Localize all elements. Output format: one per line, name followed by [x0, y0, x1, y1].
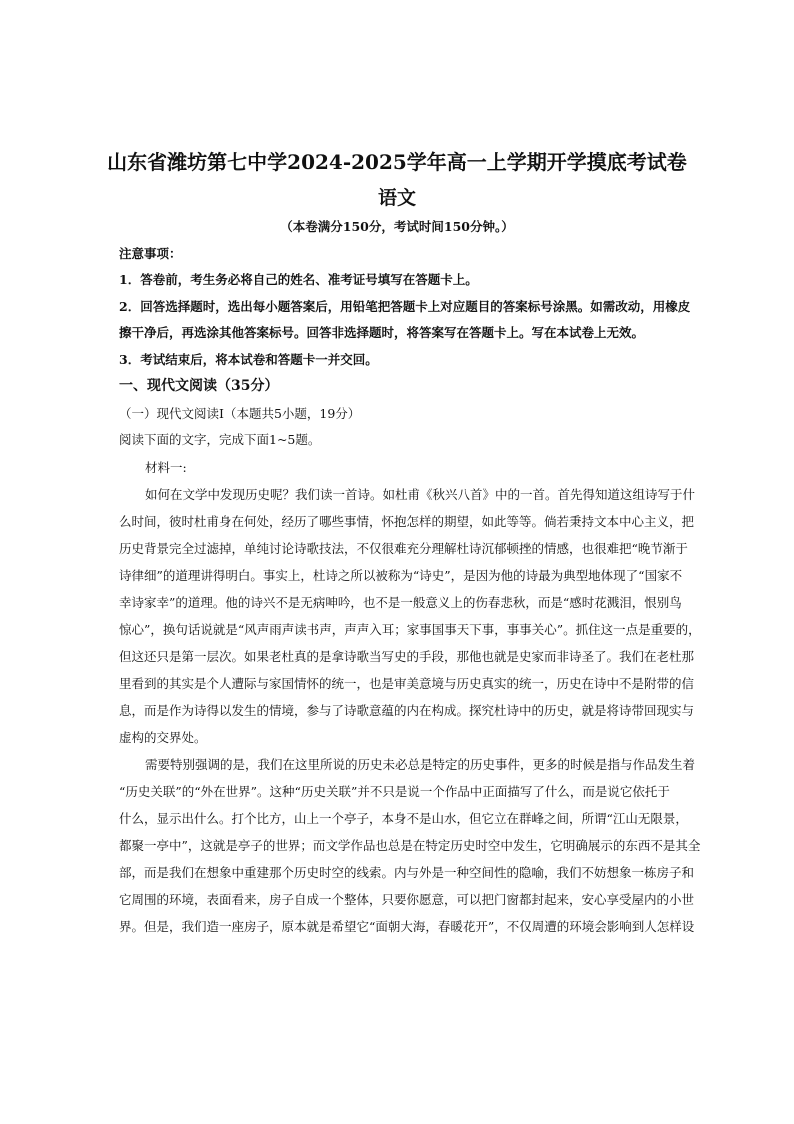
instructions-heading: 注意事项：: [119, 246, 182, 261]
passage-line: “历史关联”的“外在世界”。这种“历史关联”并不只是说一个作品中正面描写了什么，而是说它依托于: [119, 784, 670, 799]
instruction-line: 2．回答选择题时，选出每小题答案后，用铅笔把答题卡上对应题目的答案标号涂黑。如需改动，用橡皮: [119, 299, 691, 314]
reading-direction: 阅读下面的文字，完成下面1~5题。: [119, 432, 321, 447]
instruction-line: 3．考试结束后，将本试卷和答题卡一并交回。: [119, 352, 378, 367]
passage-line: 里看到的其实是个人遭际与家国情怀的统一，也是审美意境与历史真实的统一，历史在诗中不是附带的信: [119, 676, 695, 691]
instruction-line: 擦干净后，再选涂其他答案标号。回答非选择题时，将答案写在答题卡上。写在本试卷上无效。: [119, 325, 645, 340]
instruction-line: 1．答卷前，考生务必将自己的姓名、准考证号填写在答题卡上。: [119, 272, 478, 287]
passage-line: 它周围的环境，表面看来，房子自成一个整体，只要你愿意，可以把门窗都封起来，安心享受屋内的小世: [119, 892, 695, 907]
passage-line: 部，而是我们在想象中重建那个历史时空的线索。内与外是一种空间性的隐喻，我们不妨想象一栋房子和: [119, 865, 695, 880]
passage-line: 息，而是作为诗得以发生的情境，参与了诗歌意蕴的内在构成。探究杜诗中的历史，就是将诗带回现实与: [119, 703, 695, 718]
passage-line: 界。但是，我们造一座房子，原本就是希望它“面朝大海，春暖花开”，不仅周遭的环境会影响到人怎样设: [119, 919, 695, 934]
passage-line: 惊心”，换句话说就是“风声雨声读书声，声声入耳；家事国事天下事，事事关心”。抓住这一点是重要的，: [119, 622, 701, 637]
passage-line: 虚构的交界处。: [119, 730, 207, 745]
passage-line: 幸诗家幸”的道理。他的诗兴不是无病呻吟，也不是一般意义上的伤春悲秋，而是“感时花溅泪，恨别鸟: [119, 595, 682, 610]
passage-line: 都聚一亭中”，这就是亭子的世界；而文学作品也总是在特定历史时空中发生，它明确展示的东西不是其全: [119, 838, 701, 853]
section-heading: 一、现代文阅读（35分）: [119, 378, 279, 394]
subject-title: 语文: [377, 187, 416, 209]
passage-line: 什么，显示出什么。打个比方，山上一个亭子，本身不是山水，但它立在群峰之间，所谓“江山无限景，: [119, 811, 688, 826]
material-label: 材料一:: [145, 460, 187, 475]
passage-line: 诗律细”的道理讲得明白。事实上，杜诗之所以被称为“诗史”，是因为他的诗最为典型地体现了“国家不: [119, 568, 683, 583]
passage-line: 么时间，彼时杜甫身在何处，经历了哪些事情，怀抱怎样的期望，如此等等。倘若秉持文本中心主义，把: [119, 514, 695, 529]
exam-title: 山东省潍坊第七中学2024-2025学年高一上学期开学摸底考试卷: [107, 150, 687, 174]
score-time-note: （本卷满分150分，考试时间150分钟。）: [280, 219, 514, 234]
passage-line: 如何在文学中发现历史呢？我们读一首诗。如杜甫《秋兴八首》中的一首。首先得知道这组诗写于什: [145, 487, 696, 502]
passage-line: 但这还只是第一层次。如果老杜真的是拿诗歌当写史的手段，那他也就是史家而非诗圣了。我们在老杜那: [119, 649, 695, 664]
passage-line: 需要特别强调的是，我们在这里所说的历史未必总是特定的历史事件，更多的时候是指与作品发生着: [145, 757, 696, 772]
passage-line: 历史背景完全过滤掉，单纯讨论诗歌技法，不仅很难充分理解杜诗沉郁顿挫的情感，也很难把“晚节渐于: [119, 541, 688, 556]
subsection-heading: （一）现代文阅读Ⅰ（本题共5小题，19分）: [119, 406, 361, 421]
